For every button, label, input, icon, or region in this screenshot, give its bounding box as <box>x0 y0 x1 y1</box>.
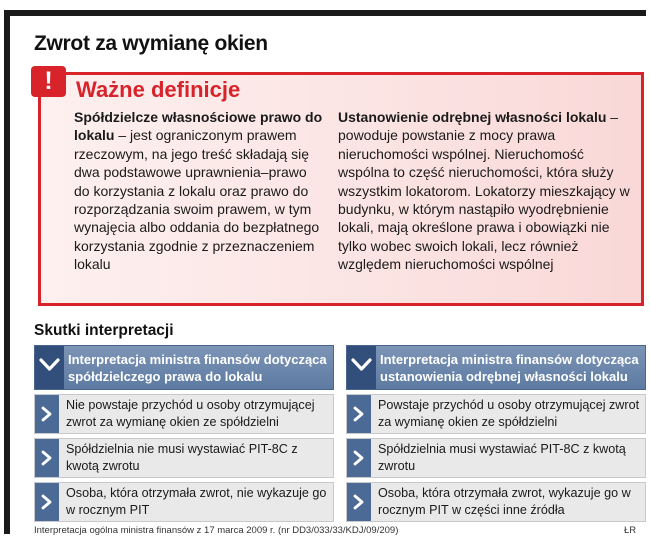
chevron-right-icon <box>347 439 371 477</box>
list-item-text: Osoba, która otrzymała zwrot, nie wykazuje go w rocznym PIT <box>66 486 327 517</box>
list-item-text: Spółdzielnia nie musi wystawiać PIT-8C z kwotą zwrotu <box>66 442 298 473</box>
list-item <box>34 482 334 522</box>
effects-column-left <box>34 345 334 522</box>
exclamation-icon: ! <box>31 66 66 97</box>
definitions-heading: Ważne definicje <box>76 77 241 102</box>
effects-column-right <box>346 345 646 522</box>
column-header <box>346 345 646 390</box>
definition-left <box>74 108 324 274</box>
chevron-right-icon <box>35 439 59 477</box>
list-item <box>346 482 646 522</box>
chevron-right-icon <box>347 395 371 433</box>
column-header <box>34 345 334 390</box>
list-item-text: Nie powstaje przychód u osoby otrzymującej zwrot za wymianę okien ze spółdzielni <box>66 398 315 429</box>
column-header-text: Interpretacja ministra finansów dotycząca spółdzielczego prawa do lokalu <box>68 352 327 384</box>
page-title: Zwrot za wymianę okien <box>34 32 268 55</box>
definition-left-text: – jest ograniczonym prawem rzeczowym, na jego treść składają się dwa podstawowe uprawnienia–prawo do korzystania z lokalu oraz prawo do rozporządzania swoim prawem, w tym wynajęcia albo oddania do bezpłatnego korzystania zgodnie z przeznaczeniem lokalu <box>74 127 320 273</box>
chevron-right-icon <box>35 483 59 521</box>
definition-right-text: – powoduje powstanie z mocy prawa nieruchomości wspólnej. Nieruchomość wspólna to część nieruchomości, która służy wszystkim lokatorom. Lokatorzy mieszkający w budynku, w którym nastąpiło wyodrębnienie lokali, mają określone prawa i obowiązki nie tylko wobec swoich lokali, lecz również względem nieruchomości wspólnej <box>338 109 630 273</box>
chevron-right-icon <box>347 483 371 521</box>
definition-left-term: Spółdzielcze własnościowe prawo do lokalu <box>74 109 323 144</box>
author-credit: ŁR <box>624 525 637 536</box>
list-item <box>346 394 646 434</box>
chevron-down-icon <box>347 346 376 389</box>
list-item <box>34 438 334 478</box>
frame-top-rule <box>4 10 646 16</box>
definition-right <box>338 108 638 274</box>
list-item-text: Spółdzielnia musi wystawiać PIT-8C z kwotą zwrotu <box>378 442 626 473</box>
list-item <box>346 438 646 478</box>
chevron-down-icon <box>35 346 64 389</box>
definition-right-term: Ustanowienie odrębnej własności lokalu <box>338 109 607 125</box>
column-header-text: Interpretacja ministra finansów dotycząca ustanowienia odrębnej własności lokalu <box>380 352 639 384</box>
source-footnote: Interpretacja ogólna ministra finansów z 17 marca 2009 r. (nr DD3/033/33/KDJ/09/209) <box>34 525 399 536</box>
effects-heading: Skutki interpretacji <box>34 322 174 339</box>
frame-left-rule <box>4 14 10 534</box>
chevron-right-icon <box>35 395 59 433</box>
list-item-text: Osoba, która otrzymała zwrot, wykazuje go w rocznym PIT w części inne źródła <box>378 486 631 517</box>
list-item <box>34 394 334 434</box>
list-item-text: Powstaje przychód u osoby otrzymującej zwrot za wymianę okien ze spółdzielni <box>378 398 640 429</box>
